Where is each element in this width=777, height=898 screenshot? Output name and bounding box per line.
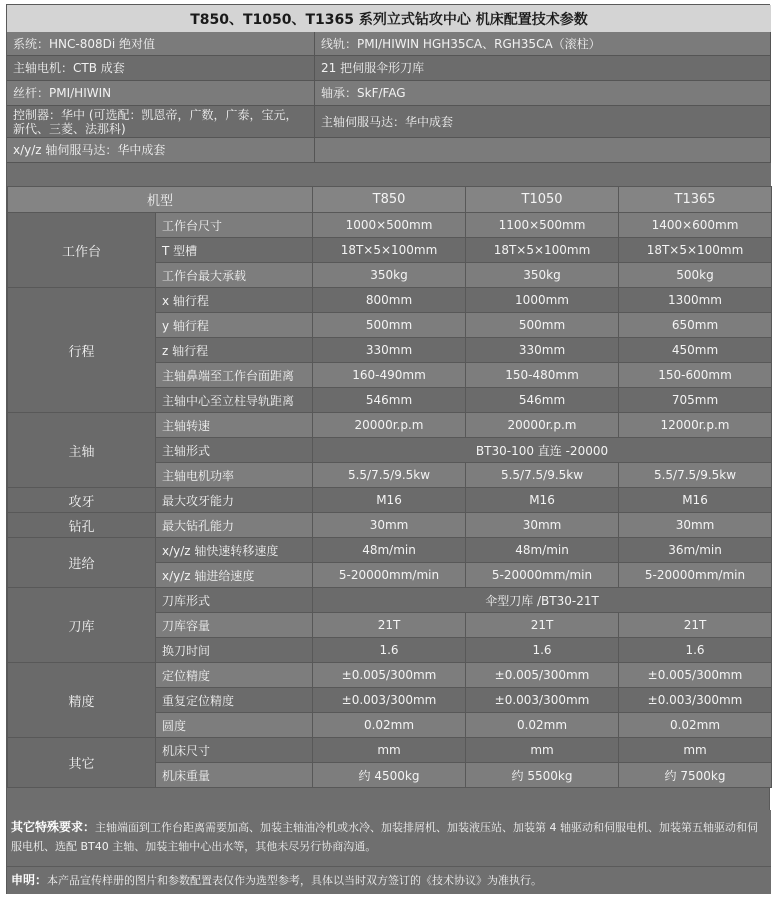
param-value-t1365: 1300mm xyxy=(619,288,772,313)
table-row xyxy=(8,588,772,613)
param-label: 定位精度 xyxy=(156,663,313,688)
param-value-t850: M16 xyxy=(313,488,466,513)
param-value-t1365: 36m/min xyxy=(619,538,772,563)
info-row xyxy=(7,106,771,138)
info-screw: 丝杆：PMI/HIWIN xyxy=(7,81,315,106)
info-row xyxy=(7,81,771,106)
table-row xyxy=(8,213,772,238)
param-value-t1365: ±0.003/300mm xyxy=(619,688,772,713)
group-label: 钻孔 xyxy=(8,513,156,538)
param-label: z 轴行程 xyxy=(156,338,313,363)
param-value-t1050: 0.02mm xyxy=(466,713,619,738)
declare-label: 申明： xyxy=(11,873,48,887)
header-t1365: T1365 xyxy=(619,187,772,213)
header-t850: T850 xyxy=(313,187,466,213)
param-value-all-models: 伞型刀库 /BT30-21T xyxy=(313,588,772,613)
group-label: 行程 xyxy=(8,288,156,413)
param-value-t1050: 18T×5×100mm xyxy=(466,238,619,263)
info-bearing: 轴承：SkF/FAG xyxy=(315,81,771,106)
param-value-t850: 5-20000mm/min xyxy=(313,563,466,588)
param-value-t1050: 20000r.p.m xyxy=(466,413,619,438)
param-label: x/y/z 轴进给速度 xyxy=(156,563,313,588)
param-value-t1050: ±0.003/300mm xyxy=(466,688,619,713)
info-tool-magazine: 21 把伺服伞形刀库 xyxy=(315,56,771,81)
group-label: 攻牙 xyxy=(8,488,156,513)
param-value-t1050: 30mm xyxy=(466,513,619,538)
param-label: 主轴形式 xyxy=(156,438,313,463)
param-value-t1050: 1.6 xyxy=(466,638,619,663)
spec-table xyxy=(7,186,772,788)
param-value-t1365: 5-20000mm/min xyxy=(619,563,772,588)
param-value-t850: 5.5/7.5/9.5kw xyxy=(313,463,466,488)
param-value-t1365: 12000r.p.m xyxy=(619,413,772,438)
spec-sheet xyxy=(6,4,770,894)
param-value-t1050: 546mm xyxy=(466,388,619,413)
param-value-t1050: 500mm xyxy=(466,313,619,338)
param-value-t850: mm xyxy=(313,738,466,763)
param-label: 重复定位精度 xyxy=(156,688,313,713)
param-label: 最大钻孔能力 xyxy=(156,513,313,538)
param-value-t850: 1000×500mm xyxy=(313,213,466,238)
header-t1050: T1050 xyxy=(466,187,619,213)
table-row xyxy=(8,738,772,763)
info-system: 系统：HNC-808Di 绝对值 xyxy=(7,32,315,56)
param-label: 刀库形式 xyxy=(156,588,313,613)
info-controller: 控制器：华中 (可选配：凯恩帝，广数，广泰，宝元，新代、三菱、法那科) xyxy=(7,106,315,138)
param-label: x/y/z 轴快速转移速度 xyxy=(156,538,313,563)
param-value-t850: 1.6 xyxy=(313,638,466,663)
param-value-t1365: 1400×600mm xyxy=(619,213,772,238)
param-value-t850: 800mm xyxy=(313,288,466,313)
sheet-title: T850、T1050、T1365 系列立式钻攻中心 机床配置技术参数 xyxy=(7,5,771,32)
param-value-t850: 30mm xyxy=(313,513,466,538)
param-label: 主轴电机功率 xyxy=(156,463,313,488)
param-label: 刀库容量 xyxy=(156,613,313,638)
param-value-t1365: 650mm xyxy=(619,313,772,338)
table-row xyxy=(8,413,772,438)
param-label: 主轴转速 xyxy=(156,413,313,438)
info-spindle-servo: 主轴伺服马达：华中成套 xyxy=(315,106,771,138)
param-value-t850: 48m/min xyxy=(313,538,466,563)
param-value-t1050: 5-20000mm/min xyxy=(466,563,619,588)
special-requirements xyxy=(7,810,771,866)
info-axis-servo: x/y/z 轴伺服马达：华中成套 xyxy=(7,138,315,163)
param-value-t850: 350kg xyxy=(313,263,466,288)
param-label: 换刀时间 xyxy=(156,638,313,663)
param-label: y 轴行程 xyxy=(156,313,313,338)
param-label: x 轴行程 xyxy=(156,288,313,313)
param-value-t1050: 330mm xyxy=(466,338,619,363)
param-value-t1365: ±0.005/300mm xyxy=(619,663,772,688)
special-label: 其它特殊要求： xyxy=(11,820,96,834)
param-value-t1050: ±0.005/300mm xyxy=(466,663,619,688)
param-value-t850: 546mm xyxy=(313,388,466,413)
param-value-t1365: 21T xyxy=(619,613,772,638)
param-value-t850: ±0.005/300mm xyxy=(313,663,466,688)
param-value-t1365: 0.02mm xyxy=(619,713,772,738)
group-label: 工作台 xyxy=(8,213,156,288)
param-value-t1365: 30mm xyxy=(619,513,772,538)
param-value-t1365: 1.6 xyxy=(619,638,772,663)
param-value-t1365: 约 7500kg xyxy=(619,763,772,788)
param-value-t1365: 705mm xyxy=(619,388,772,413)
header-model: 机型 xyxy=(8,187,313,213)
param-value-t1050: 21T xyxy=(466,613,619,638)
table-row xyxy=(8,538,772,563)
param-value-t1050: 350kg xyxy=(466,263,619,288)
info-row xyxy=(7,138,771,163)
param-label: 最大攻牙能力 xyxy=(156,488,313,513)
special-text: 主轴端面到工作台距离需要加高、加装主轴油冷机或水冷、加装排屑机、加装液压站、加装第 4 轴驱动和伺服电机、加装第五轴驱动和伺服电机、选配 BT40 主轴、加装主轴中心出水等，其他未尽另行协商沟通。 xyxy=(11,821,759,853)
param-value-t1365: M16 xyxy=(619,488,772,513)
info-empty xyxy=(315,138,771,163)
info-rail: 线轨：PMI/HIWIN HGH35CA、RGH35CA（滚柱） xyxy=(315,32,771,56)
param-value-t1050: 1000mm xyxy=(466,288,619,313)
param-value-t850: 0.02mm xyxy=(313,713,466,738)
param-label: T 型槽 xyxy=(156,238,313,263)
spacer xyxy=(7,163,771,186)
param-value-t1365: mm xyxy=(619,738,772,763)
table-row xyxy=(8,513,772,538)
declaration xyxy=(7,866,771,894)
param-value-t1050: 5.5/7.5/9.5kw xyxy=(466,463,619,488)
param-value-t850: 330mm xyxy=(313,338,466,363)
param-value-all-models: BT30-100 直连 -20000 xyxy=(313,438,772,463)
info-row xyxy=(7,32,771,56)
param-value-t850: ±0.003/300mm xyxy=(313,688,466,713)
param-value-t1365: 18T×5×100mm xyxy=(619,238,772,263)
param-value-t1050: M16 xyxy=(466,488,619,513)
param-label: 工作台尺寸 xyxy=(156,213,313,238)
param-label: 机床重量 xyxy=(156,763,313,788)
table-row xyxy=(8,288,772,313)
param-label: 机床尺寸 xyxy=(156,738,313,763)
group-label: 主轴 xyxy=(8,413,156,488)
table-header-row xyxy=(8,187,772,213)
param-value-t1050: 150-480mm xyxy=(466,363,619,388)
param-value-t850: 500mm xyxy=(313,313,466,338)
param-value-t1050: 1100×500mm xyxy=(466,213,619,238)
group-label: 精度 xyxy=(8,663,156,738)
param-label: 工作台最大承载 xyxy=(156,263,313,288)
param-value-t850: 160-490mm xyxy=(313,363,466,388)
param-value-t1365: 500kg xyxy=(619,263,772,288)
param-value-t1365: 150-600mm xyxy=(619,363,772,388)
param-value-t1050: 约 5500kg xyxy=(466,763,619,788)
param-value-t850: 21T xyxy=(313,613,466,638)
param-value-t1050: mm xyxy=(466,738,619,763)
param-value-t1365: 450mm xyxy=(619,338,772,363)
group-label: 其它 xyxy=(8,738,156,788)
table-row xyxy=(8,488,772,513)
info-spindle-motor: 主轴电机：CTB 成套 xyxy=(7,56,315,81)
param-label: 圆度 xyxy=(156,713,313,738)
param-value-t850: 20000r.p.m xyxy=(313,413,466,438)
param-label: 主轴中心至立柱导轨距离 xyxy=(156,388,313,413)
group-label: 刀库 xyxy=(8,588,156,663)
param-value-t1050: 48m/min xyxy=(466,538,619,563)
table-row xyxy=(8,663,772,688)
param-value-t850: 18T×5×100mm xyxy=(313,238,466,263)
param-label: 主轴鼻端至工作台面距离 xyxy=(156,363,313,388)
param-value-t1365: 5.5/7.5/9.5kw xyxy=(619,463,772,488)
group-label: 进给 xyxy=(8,538,156,588)
declare-text: 本产品宣传样册的图片和参数配置表仅作为选型参考，具体以当时双方签订的《技术协议》为准执行。 xyxy=(47,874,543,887)
info-row xyxy=(7,56,771,81)
param-value-t850: 约 4500kg xyxy=(313,763,466,788)
